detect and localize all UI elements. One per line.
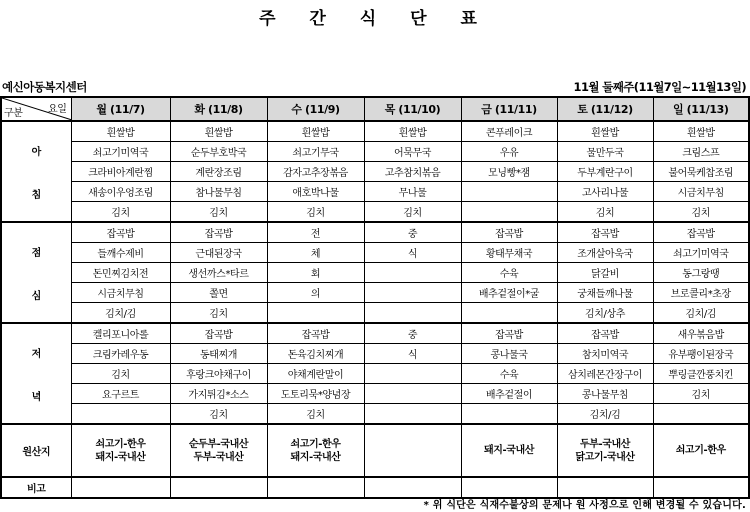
note-label: 비고 [1,477,71,498]
origin-line: 돼지-국내산 [483,445,535,456]
menu-item: 수육 [461,364,557,384]
note-cell [364,477,461,498]
menu-item: 우유 [461,142,557,162]
menu-item: 체 [267,243,364,263]
menu-item: 전 [267,222,364,243]
note-cell [267,477,364,498]
menu-item: 잡곡밥 [461,222,557,243]
menu-item: 물만두국 [557,142,653,162]
menu-item: 김치 [71,364,170,384]
menu-item: 애호박나물 [267,182,364,202]
menu-item: 중 [364,222,461,243]
menu-item: 가지튀김*소스 [170,384,267,404]
menu-item: 계란장조림 [170,162,267,182]
menu-item: 켈리포니아롤 [71,323,170,344]
menu-item: 들깨수제비 [71,243,170,263]
menu-item: 김치 [267,202,364,223]
meal-label-char: 침 [31,189,41,201]
menu-item [364,263,461,283]
meal-label-char: 아 [31,146,41,158]
menu-item: 무나물 [364,182,461,202]
menu-item: 쇠고기미역국 [71,142,170,162]
corner-left-label: 구분 [4,108,23,119]
menu-item: 유부팽이된장국 [653,344,749,364]
menu-item: 도토리묵*양념장 [267,384,364,404]
menu-item: 새송이우엉조림 [71,182,170,202]
menu-item: 고사리나물 [557,182,653,202]
breakfast-row [1,202,749,223]
menu-item [653,404,749,425]
origin-line: 돼지-국내산 [290,451,341,463]
lunch-row [1,243,749,263]
menu-item: 잡곡밥 [170,323,267,344]
menu-item [364,404,461,425]
menu-item: 흰쌀밥 [364,121,461,142]
origin-cell [461,424,557,477]
note-cell [170,477,267,498]
menu-item: 생선까스*타르 [170,263,267,283]
origin-line: 쇠고기-한우 [675,445,726,456]
menu-body [1,121,749,498]
origin-line: 돼지-국내산 [95,451,146,463]
day-header: 화 (11/8) [170,97,267,121]
menu-item: 궁채들깨나물 [557,283,653,303]
menu-item: 황태무채국 [461,243,557,263]
note-cell [557,477,653,498]
menu-item: 김치 [557,202,653,223]
menu-item: 흰쌀밥 [653,121,749,142]
menu-item [364,364,461,384]
origin-label: 원산지 [1,424,71,477]
origin-line: 두부-국내산 [579,438,631,450]
meal-label-char: 심 [31,290,41,302]
menu-item: 돈육김치찌개 [267,344,364,364]
menu-item: 감자고추장볶음 [267,162,364,182]
menu-item: 쫄면 [170,283,267,303]
menu-item [364,384,461,404]
menu-item: 크림스프 [653,142,749,162]
dinner-row [1,404,749,425]
origin-line: 쇠고기-한우 [290,438,341,450]
menu-item: 흰쌀밥 [170,121,267,142]
menu-item: 잡곡밥 [557,323,653,344]
dinner-label [1,323,71,424]
menu-item [461,202,557,223]
menu-item: 콘푸레이크 [461,121,557,142]
menu-item: 김치 [653,384,749,404]
breakfast-label [1,121,71,222]
menu-item: 두부계란구이 [557,162,653,182]
week-period: 11월 둘째주(11월7일~11월13일) [573,80,746,94]
dinner-row [1,364,749,384]
menu-item: 시금치무침 [71,283,170,303]
menu-item: 요구르트 [71,384,170,404]
origin-row [1,424,749,477]
menu-item [364,283,461,303]
menu-item: 닭갈비 [557,263,653,283]
day-header: 월 (11/7) [71,97,170,121]
menu-item [364,303,461,324]
note-cell [71,477,170,498]
menu-item: 김치 [170,202,267,223]
menu-item [267,303,364,324]
menu-item: 참나물무침 [170,182,267,202]
origin-cell [170,424,267,477]
menu-item [461,182,557,202]
note-row [1,477,749,498]
menu-item: 참치미역국 [557,344,653,364]
menu-item: 새우볶음밥 [653,323,749,344]
menu-item: 쇠고기미역국 [653,243,749,263]
meal-label-char: 녁 [31,391,41,403]
corner-cell [1,97,71,121]
dinner-row [1,384,749,404]
menu-item: 크라비아계란찜 [71,162,170,182]
menu-item: 김치/김 [557,404,653,425]
menu-item: 뿌링클깐풍치킨 [653,364,749,384]
lunch-row [1,263,749,283]
menu-item: 김치/김 [653,303,749,324]
menu-item: 흰쌀밥 [267,121,364,142]
menu-item: 김치 [267,404,364,425]
breakfast-row [1,162,749,182]
origin-cell [267,424,364,477]
menu-item [71,404,170,425]
menu-item: 근대된장국 [170,243,267,263]
menu-item: 배추겉절이*굴 [461,283,557,303]
lunch-row [1,303,749,324]
menu-item: 배추겉절이 [461,384,557,404]
dinner-row [1,323,749,344]
meal-label-char: 저 [31,348,41,360]
menu-item [461,404,557,425]
menu-item: 시금치무침 [653,182,749,202]
lunch-row [1,283,749,303]
menu-item: 김치/김 [71,303,170,324]
day-header: 토 (11/12) [557,97,653,121]
breakfast-row [1,182,749,202]
menu-item: 잡곡밥 [71,222,170,243]
menu-item: 흰쌀밥 [557,121,653,142]
menu-item: 콩나물국 [461,344,557,364]
menu-item: 동그랑땡 [653,263,749,283]
menu-item: 어묵무국 [364,142,461,162]
menu-item: 동태찌개 [170,344,267,364]
menu-item: 김치 [653,202,749,223]
menu-item: 잡곡밥 [170,222,267,243]
day-header: 수 (11/9) [267,97,364,121]
menu-item: 흰쌀밥 [71,121,170,142]
menu-item: 후랑크야채구이 [170,364,267,384]
menu-item: 순두부호박국 [170,142,267,162]
menu-item [461,303,557,324]
note-cell [461,477,557,498]
menu-item: 김치 [71,202,170,223]
menu-item: 김치 [170,404,267,425]
day-header: 금 (11/11) [461,97,557,121]
origin-cell [71,424,170,477]
menu-item: 잡곡밥 [653,222,749,243]
menu-item: 쇠고기무국 [267,142,364,162]
origin-cell [364,424,461,477]
menu-item: 삼치레몬간장구이 [557,364,653,384]
menu-item: 조개살아욱국 [557,243,653,263]
menu-item: 김치/상추 [557,303,653,324]
menu-table [0,96,750,499]
menu-item: 돈민찌김치전 [71,263,170,283]
menu-item: 김치 [364,202,461,223]
corner-right-label: 요일 [47,104,67,115]
menu-item: 중 [364,323,461,344]
breakfast-row [1,142,749,162]
menu-item: 야채계란말이 [267,364,364,384]
footnote: * 위 식단은 식재수불상의 문제나 원 사정으로 인해 변경될 수 있습니다. [423,500,746,511]
menu-item: 크림카레우동 [71,344,170,364]
menu-item: 콩나물무침 [557,384,653,404]
menu-item: 고추참치볶음 [364,162,461,182]
meal-label-char: 점 [31,247,41,259]
origin-line: 두부-국내산 [193,451,244,463]
origin-cell [653,424,749,477]
menu-item: 김치 [170,303,267,324]
menu-item: 수육 [461,263,557,283]
dinner-row [1,344,749,364]
menu-item: 회 [267,263,364,283]
org-name: 예신아동복지센터 [2,80,87,94]
menu-item: 잡곡밥 [557,222,653,243]
day-header: 일 (11/13) [653,97,749,121]
origin-line: 쇠고기-한우 [95,438,146,450]
origin-cell [557,424,653,477]
lunch-row [1,222,749,243]
menu-item: 식 [364,344,461,364]
menu-item: 잡곡밥 [267,323,364,344]
header-row [1,97,749,121]
day-header: 목 (11/10) [364,97,461,121]
menu-item: 브로콜리*초장 [653,283,749,303]
note-cell [653,477,749,498]
menu-item: 식 [364,243,461,263]
menu-item: 의 [267,283,364,303]
origin-line: 닭고기-국내산 [575,451,635,463]
menu-item: 불어묵케찹조림 [653,162,749,182]
page-title: 주 간 식 단 표 [259,9,491,29]
menu-item: 모닝빵*잼 [461,162,557,182]
origin-line: 순두부-국내산 [188,438,249,450]
lunch-label [1,222,71,323]
breakfast-row [1,121,749,142]
menu-item: 잡곡밥 [461,323,557,344]
